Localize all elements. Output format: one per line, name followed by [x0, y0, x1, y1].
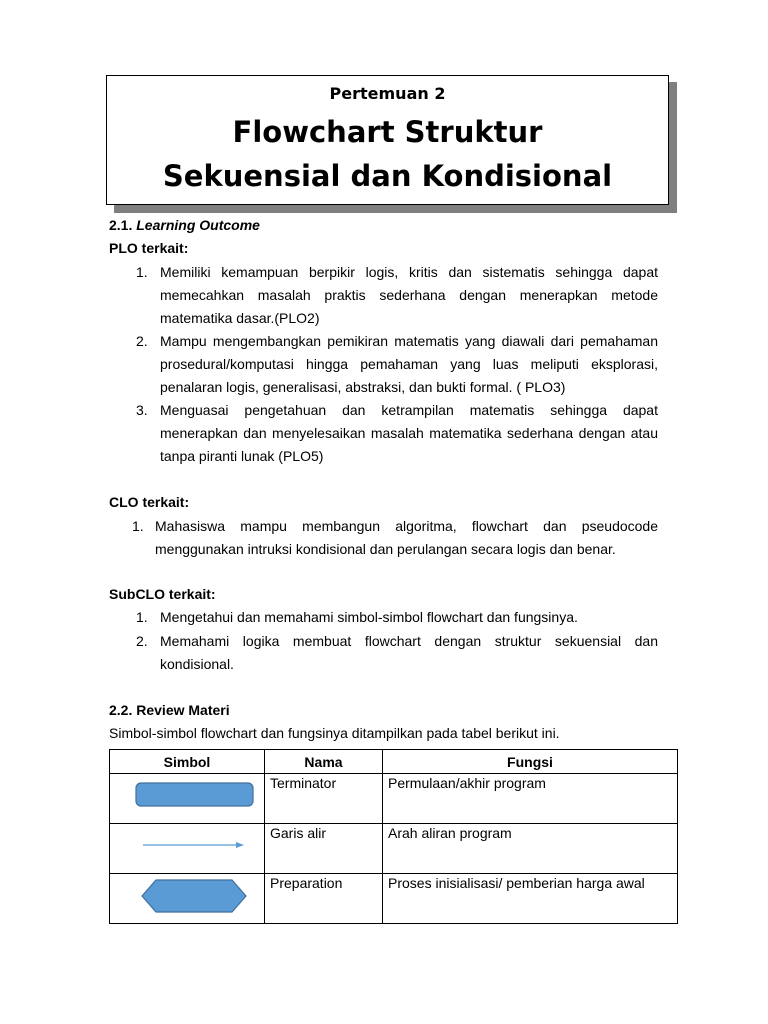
- section-title: Learning Outcome: [136, 217, 260, 233]
- table-intro: Simbol-simbol flowchart dan fungsinya ditampilkan pada tabel berikut ini.: [109, 725, 560, 741]
- nama-cell: Terminator: [265, 774, 383, 824]
- terminator-shape-icon: [110, 774, 265, 820]
- page-title: [107, 110, 668, 198]
- list-number: 2.: [136, 633, 148, 649]
- list-number: 1.: [132, 518, 144, 534]
- list-number: 1.: [136, 609, 148, 625]
- fungsi-cell: Proses inisialisasi/ pemberian harga awal: [383, 874, 678, 924]
- list-item: Mahasiswa mampu membangun algoritma, flowchart dan pseudocode menggunakan intruksi kondisional dan perulangan secara logis dan benar.: [155, 518, 658, 557]
- table-header-row: [110, 750, 678, 774]
- fungsi-cell: Arah aliran program: [383, 824, 678, 874]
- symbol-table: [109, 749, 678, 924]
- column-header-simbol: Simbol: [110, 750, 265, 774]
- nama-cell: Preparation: [265, 874, 383, 924]
- table-row: [110, 874, 678, 924]
- section-heading-learning-outcome: [109, 217, 260, 233]
- list-number: 3.: [136, 402, 148, 418]
- list-item: Memiliki kemampuan berpikir logis, kritis dan sistematis sehingga dapat memecahkan masalah praktis sederhana dengan menerapkan metode matematika dasar.(PLO2): [160, 264, 658, 326]
- table-row: [110, 824, 678, 874]
- fungsi-cell: Permulaan/akhir program: [383, 774, 678, 824]
- column-header-fungsi: Fungsi: [383, 750, 678, 774]
- list-item: Memahami logika membuat flowchart dengan struktur sekuensial dan kondisional.: [160, 633, 658, 672]
- section-number: 2.1.: [109, 217, 133, 233]
- plo-heading: PLO terkait:: [109, 240, 189, 256]
- symbol-cell: [110, 824, 265, 874]
- list-item: Mampu mengembangkan pemikiran matematis yang diawali dari pemahaman prosedural/komputasi hingga pemahaman yang luas meliputi eksplorasi, penalaran logis, generalisasi, abstraksi, dan bukti formal. ( PLO3): [160, 333, 658, 395]
- column-header-nama: Nama: [265, 750, 383, 774]
- list-number: 1.: [136, 264, 148, 280]
- meeting-label: Pertemuan 2: [329, 84, 446, 103]
- list-item: Menguasai pengetahuan dan ketrampilan matematis sehingga dapat menerapkan dan menyelesaikan masalah matematika sederhana dengan atau tanpa piranti lunak (PLO5): [160, 402, 658, 464]
- table-row: [110, 774, 678, 824]
- title-line-1: Flowchart Struktur: [232, 115, 543, 149]
- section-heading-review-materi: 2.2. Review Materi: [109, 702, 230, 718]
- preparation-hexagon-icon: [110, 874, 265, 920]
- symbol-cell: [110, 774, 265, 824]
- title-line-2: Sekuensial dan Kondisional: [162, 159, 613, 193]
- symbol-cell: [110, 874, 265, 924]
- list-number: 2.: [136, 333, 148, 349]
- title-box: [106, 75, 669, 205]
- flow-line-arrow-icon: [110, 824, 265, 870]
- subclo-heading: SubCLO terkait:: [109, 586, 216, 602]
- list-item: Mengetahui dan memahami simbol-simbol flowchart dan fungsinya.: [160, 609, 578, 625]
- nama-cell: Garis alir: [265, 824, 383, 874]
- clo-heading: CLO terkait:: [109, 494, 190, 510]
